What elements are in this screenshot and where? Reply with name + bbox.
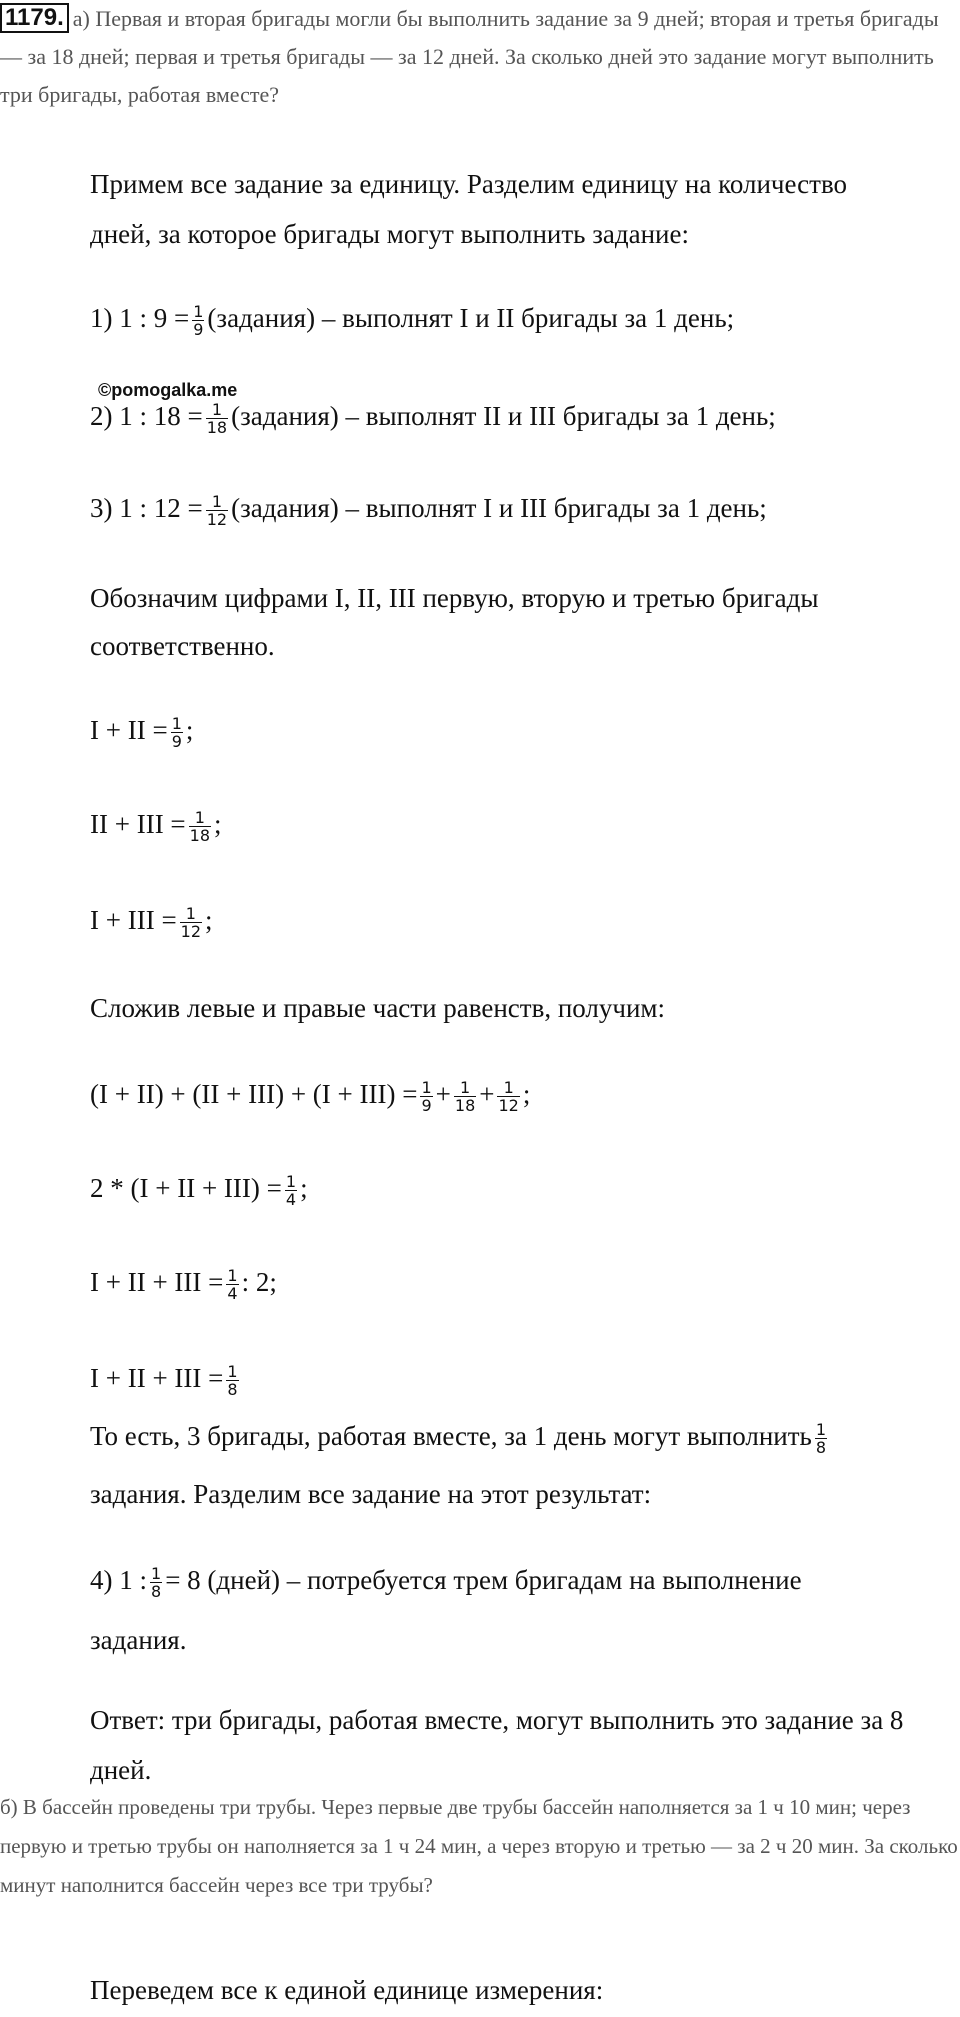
fraction-1-9: $\frac{1}{9}$ <box>421 1078 432 1116</box>
denote-line-2: соответственно. <box>90 631 275 661</box>
equation-3-left: I + III = <box>90 905 177 935</box>
step-1 <box>90 294 734 342</box>
problem-text-b: б) В бассейн проведены три трубы. Через первые две трубы бассейн наполняется за 1 ч 10 мин; через первую и третью трубы он наполняется за 1 ч 24 мин, а через вторую и третью — за 2 ч 20 мин. За сколько минут наполнится бассейн через все три трубы? <box>0 1795 958 1897</box>
step-2-post: (задания) – выполнят II и III бригады за 1 день; <box>231 401 776 431</box>
sum-equation: (I + II) + (II + III) + (I + III) = $\frac{1}{9}$ + $\frac{1}{18}$ + $\frac{1}{12}$ ; <box>90 1078 531 1116</box>
fraction-1-18: $\frac{1}{18}$ <box>206 400 228 438</box>
fraction-1-18: $\frac{1}{18}$ <box>189 808 211 846</box>
fraction-1-4: $\frac{1}{4}$ <box>227 1266 238 1304</box>
step-4-pre: 4) 1 : <box>90 1565 147 1595</box>
problem-statement <box>0 0 960 114</box>
step-2 <box>90 392 776 440</box>
fraction-1-18: $\frac{1}{18}$ <box>454 1078 476 1116</box>
thatis-line-1: То есть, 3 бригады, работая вместе, за 1 день могут выполнить $\frac{1}{8}$ <box>90 1420 827 1458</box>
fraction-1-12: $\frac{1}{12}$ <box>206 492 228 530</box>
step-3-post: (задания) – выполнят I и III бригады за 1 день; <box>231 493 767 523</box>
equation-1-left: I + II = <box>90 715 168 745</box>
watermark: ©pomogalka.me <box>98 380 238 400</box>
equation-3: I + III = $\frac{1}{12}$ ; <box>90 904 213 942</box>
answer-line-2: дней. <box>90 1755 152 1785</box>
result-left: I + II + III = <box>90 1363 224 1393</box>
solution-intro-line-2: дней, за которое бригады могут выполнить задание: <box>90 219 689 249</box>
part-b-solution-start: Переведем все к единой единице измерения: <box>90 1975 604 2005</box>
division-left: I + II + III = <box>90 1267 224 1297</box>
problem-number: 1179. <box>0 3 69 33</box>
step-2-pre: 2) 1 : 18 = <box>90 401 203 431</box>
solution-intro-line-1: Примем все задание за единицу. Разделим единицу на количество <box>90 169 848 199</box>
result-equation <box>90 1354 242 1402</box>
answer-line-1: Ответ: три бригады, работая вместе, могут выполнить это задание за 8 <box>90 1705 904 1735</box>
thatis-line-2: задания. Разделим все задание на этот результат: <box>90 1479 652 1509</box>
problem-text-a: а) Первая и вторая бригады могли бы выполнить задание за 9 дней; вторая и третья бригады — за 18 дней; первая и третья бригады — за 12 дней. За сколько дней это задание могут выполнить три бригады, работая вместе? <box>0 6 939 107</box>
step-1-post: (задания) – выполнят I и II бригады за 1 день; <box>207 303 735 333</box>
double-left: 2 * (I + II + III) = <box>90 1173 282 1203</box>
step-1-pre: 1) 1 : 9 = <box>90 303 190 333</box>
equation-2: II + III = $\frac{1}{18}$ ; <box>90 808 222 846</box>
fraction-1-8: $\frac{1}{8}$ <box>815 1420 827 1458</box>
denote-line-1: Обозначим цифрами I, II, III первую, вторую и третью бригады <box>90 583 819 613</box>
fraction-1-12: $\frac{1}{12}$ <box>498 1078 519 1116</box>
equation-1: I + II = $\frac{1}{9}$ ; <box>90 714 194 752</box>
step-4-post: = 8 (дней) – потребуется трем бригадам на выполнение <box>165 1565 802 1595</box>
step-4-line-2: задания. <box>90 1625 187 1655</box>
fraction-1-9: $\frac{1}{9}$ <box>171 714 182 752</box>
fraction-1-8: $\frac{1}{8}$ <box>227 1362 238 1400</box>
sum-left: (I + II) + (II + III) + (I + III) = <box>90 1079 418 1109</box>
fraction-1-4: $\frac{1}{4}$ <box>285 1172 297 1210</box>
fraction-1-8: $\frac{1}{8}$ <box>151 1564 162 1602</box>
equation-2-left: II + III = <box>90 809 186 839</box>
step-3-pre: 3) 1 : 12 = <box>90 493 203 523</box>
step-4 <box>90 1556 802 1604</box>
fraction-1-12: $\frac{1}{12}$ <box>180 904 202 942</box>
fraction-1-9: $\frac{1}{9}$ <box>193 302 204 340</box>
sum-intro: Сложив левые и правые части равенств, получим: <box>90 993 666 1023</box>
step-3 <box>90 484 767 532</box>
double-equation: 2 * (I + II + III) = $\frac{1}{4}$ ; <box>90 1172 308 1210</box>
division-equation: I + II + III = $\frac{1}{4}$ : 2; <box>90 1266 277 1304</box>
